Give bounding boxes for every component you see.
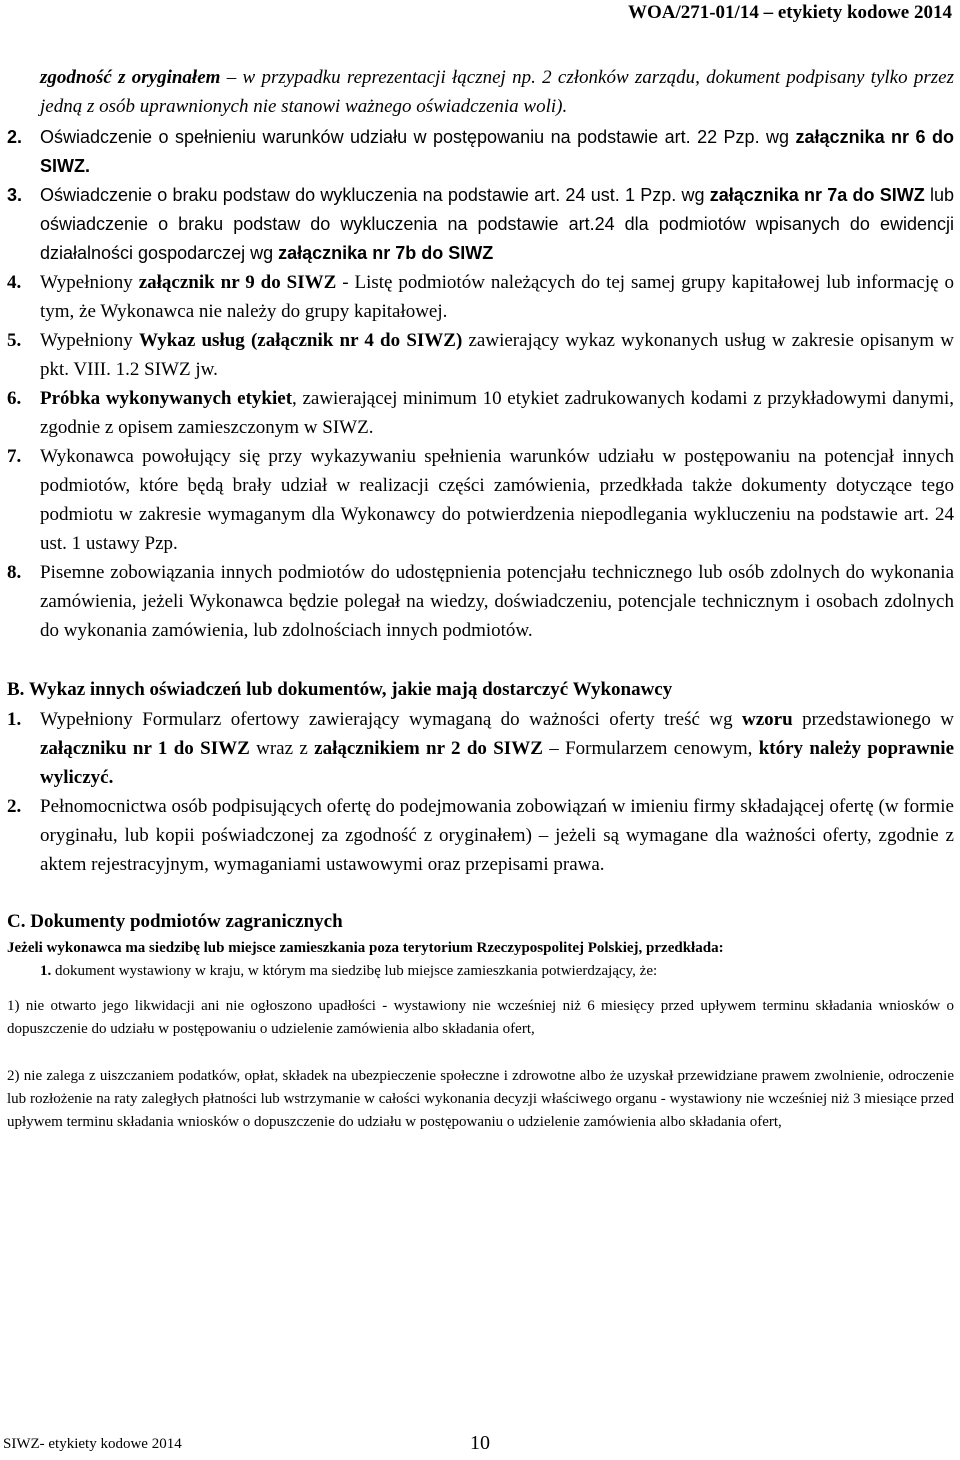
item-bold: załącznika nr 7a do SIWZ — [709, 185, 925, 205]
item-bold: wzoru — [742, 709, 793, 730]
list-item-3 — [7, 181, 954, 268]
section-c-subtitle: Jeżeli wykonawca ma siedzibę lub miejsce zamieszkania poza terytorium Rzeczypospolitej Polskiej, przedkłada: — [7, 940, 724, 956]
item-text: Wykonawca powołujący się przy wykazywaniu spełnienia warunków udziału w postępowaniu na potencjał innych podmiotów, które będą brały udział w realizacji części zamówienia, przedkłada także dokumenty dotyczące tego podmiotu w zakresie wymaganym dla Wykonawcy do potwierdzenia niepodlegania wykluczeniu na podstawie art. 24 ust. 1 ustawy Pzp. — [40, 446, 954, 554]
item-text: Wypełniony — [40, 272, 139, 293]
list-number: 3. — [7, 185, 23, 205]
intro-bold-italic: zgodność z oryginałem — [40, 67, 221, 88]
section-c-condition-1: 1) nie otwarto jego likwidacji ani nie ogłoszono upadłości - wystawiony nie wcześniej niż 6 miesięcy przed upływem terminu składania wniosków o dopuszczenie do udziału w postępowaniu o udzielenie zamówienia albo składania ofert, — [7, 998, 954, 1037]
list-item-7 — [7, 442, 954, 558]
item-text: Oświadczenie o braku podstaw do wykluczenia na podstawie art. 24 ust. 1 Pzp. wg — [40, 185, 710, 205]
list-number: 2. — [7, 127, 23, 147]
item-text: – Formularzem cenowym, — [542, 738, 759, 759]
item-bold: Wykaz usług (załącznik nr 4 do SIWZ) — [138, 330, 463, 351]
item-text: przedstawionego w — [792, 709, 954, 730]
item-text: Pisemne zobowiązania innych podmiotów do udostępnienia potencjału technicznego lub osób zdolnych do wykonania zamówienia, jeżeli Wykonawca będzie polegał na wiedzy, doświadczeniu, potencjale technicznym i osobach zdolnych do wykonania zamówienia, lub zdolnościach innych podmiotów. — [40, 562, 954, 641]
item-text: zawierający wykaz wykonanych usług w zakresie opisanym w pkt. VIII. 1.2 SIWZ jw. — [40, 330, 954, 380]
item-text: Pełnomocnictwa osób podpisujących ofertę do podejmowania zobowiązań w imieniu firmy składającej ofertę (w formie oryginału, lub kopii poświadczonej za zgodność z oryginałem) – jeżeli są wymagane dla ważności oferty, zgodnie z aktem rejestracyjnym, wymaganiami ustawowymi oraz przepisami prawa. — [40, 796, 954, 875]
item-bold: załącznik nr 9 do SIWZ — [138, 272, 337, 293]
list-number: 5. — [7, 330, 22, 351]
list-item-5 — [7, 326, 954, 384]
item-text: , zawierającej minimum 10 etykiet zadrukowanych kodami z przykładowymi danymi, zgodnie z opisem zamieszczonym w SIWZ. — [40, 388, 954, 438]
footer-title: SIWZ- etykiety kodowe 2014 — [3, 1436, 182, 1452]
item-bold: załączniku nr 1 do SIWZ — [40, 738, 250, 759]
item-bold: który należy poprawnie wyliczyć. — [40, 738, 954, 788]
list-number: 8. — [7, 562, 22, 583]
list-item-6 — [7, 384, 954, 442]
section-b-item-1 — [7, 705, 954, 792]
item-bold: załącznika nr 6 do SIWZ. — [40, 127, 954, 176]
section-b-heading: B. Wykaz innych oświadczeń lub dokumentów, jakie mają dostarczyć Wykonawcy — [7, 679, 673, 700]
list-number: 6. — [7, 388, 22, 409]
list-number: 2. — [7, 796, 22, 817]
item-bold: załącznika nr 7b do SIWZ — [278, 243, 494, 263]
list-item-4 — [7, 268, 954, 326]
document-body — [7, 63, 954, 1134]
item-bold: załącznikiem nr 2 do SIWZ — [314, 738, 543, 759]
item-bold: Próbka wykonywanych etykiet — [40, 388, 293, 409]
list-number: 1. — [7, 709, 22, 730]
list-item-8 — [7, 558, 954, 645]
item-text: Wypełniony — [40, 330, 139, 351]
document-reference: WOA/271-01/14 – etykiety kodowe 2014 — [627, 2, 952, 23]
section-b-item-2 — [7, 792, 954, 879]
section-c-point-1 — [40, 960, 954, 983]
list-number: 1. — [40, 963, 52, 979]
item-text: - Listę podmiotów należących do tej samej grupy kapitałowej lub informację o tym, że Wykonawca nie należy do grupy kapitałowej. — [40, 272, 954, 322]
list-item-2 — [7, 123, 954, 181]
list-number: 7. — [7, 446, 22, 467]
item-text: Wypełniony Formularz ofertowy zawierający wymaganą do ważności oferty treść wg — [40, 709, 743, 730]
list-number: 4. — [7, 272, 22, 293]
intro-italic: – w przypadku reprezentacji łącznej np. 2 członków zarządu, dokument podpisany tylko przez jedną z osób uprawnionych nie stanowi ważnego oświadczenia woli). — [40, 67, 954, 117]
section-c-heading: C. Dokumenty podmiotów zagranicznych — [7, 911, 343, 932]
page-number: 10 — [470, 1432, 490, 1454]
item-text: Oświadczenie o spełnieniu warunków udziału w postępowaniu na podstawie art. 22 Pzp. wg — [40, 127, 796, 147]
item-text: dokument wystawiony w kraju, w którym ma siedzibę lub miejsce zamieszkania potwierdzający, że: — [51, 963, 658, 979]
item-text: lub oświadczenie o braku podstaw do wykluczenia na podstawie art.24 dla podmiotów wpisanych do ewidencji działalności gospodarczej wg — [40, 185, 954, 263]
intro-paragraph — [40, 63, 954, 121]
item-text: wraz z — [249, 738, 315, 759]
section-c-condition-2: 2) nie zalega z uiszczaniem podatków, opłat, składek na ubezpieczenie społeczne i zdrowotne albo że uzyskał przewidziane prawem zwolnienie, odroczenie lub rozłożenie na raty zaległych płatności lub wstrzymanie w całości wykonania decyzji właściwego organu - wystawiony nie wcześniej niż 3 miesiące przed upływem terminu składania wniosków o dopuszczenie do udziału w postępowaniu o udzielenie zamówienia albo składania ofert, — [7, 1068, 954, 1130]
